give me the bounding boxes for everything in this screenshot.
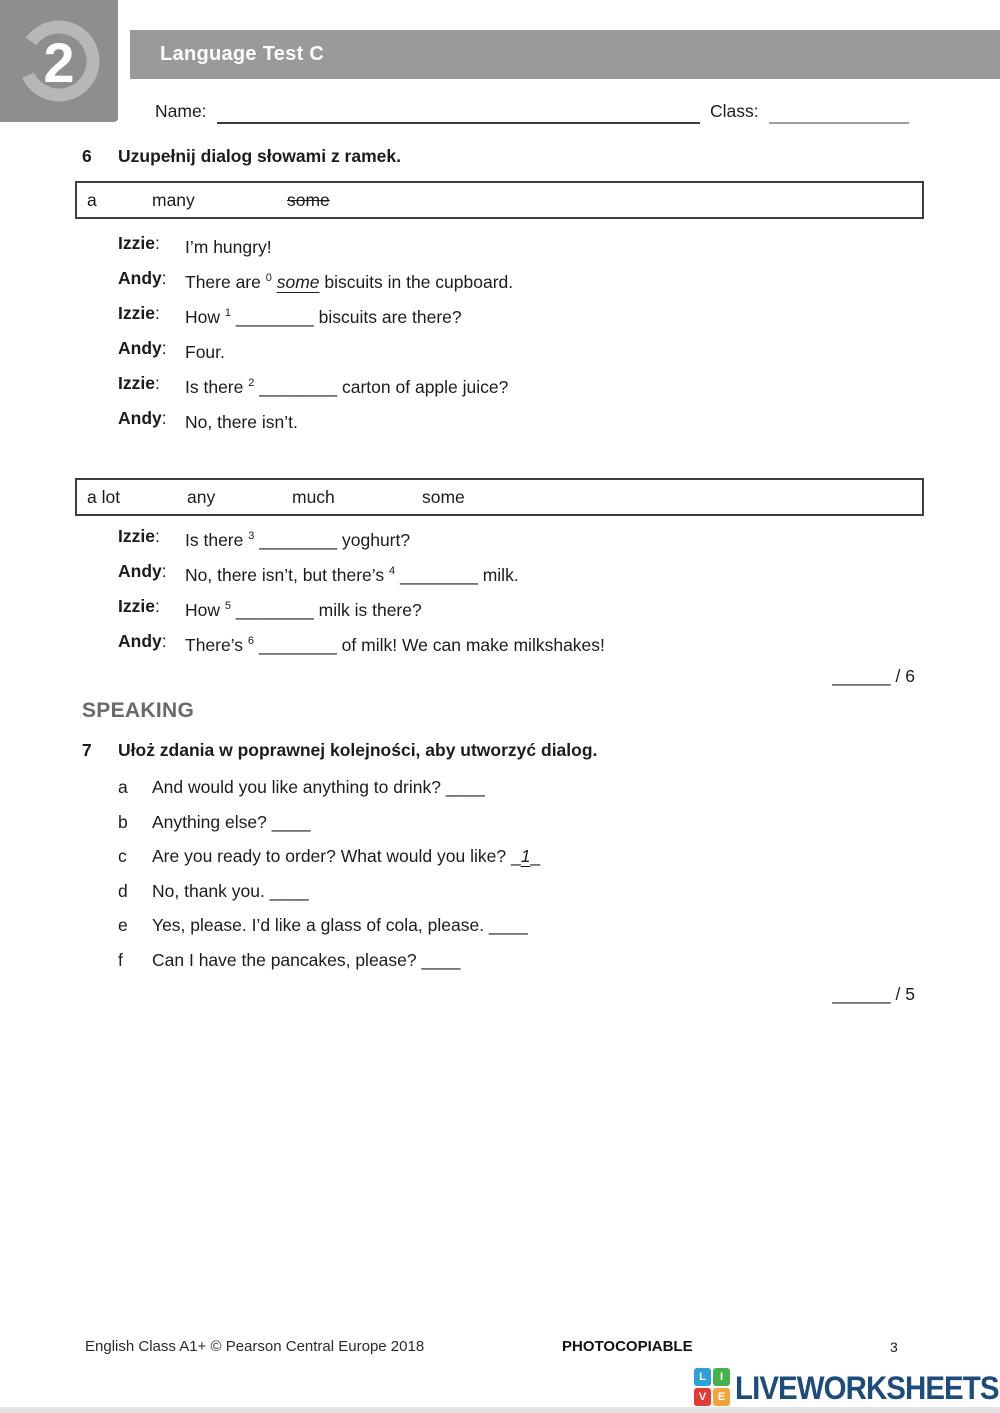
score-total: / 6 xyxy=(895,666,915,686)
order-item xyxy=(0,943,1000,978)
exercise7-items xyxy=(0,770,1000,977)
order-item xyxy=(0,805,1000,840)
liveworksheets-wordmark: LIVEWORKSHEETS xyxy=(735,1369,999,1406)
item-text: Yes, please. I’d like a glass of cola, please. xyxy=(152,915,485,935)
gap-number: 3 xyxy=(248,530,255,542)
dialog-line xyxy=(0,226,1000,261)
word-option: a lot xyxy=(87,486,121,507)
line-text: How xyxy=(185,599,221,620)
order-blank[interactable]: _ xyxy=(530,846,541,866)
gap-number: 1 xyxy=(224,307,232,319)
answer-blank[interactable]: ________ xyxy=(399,564,478,585)
speaker-name: Andy xyxy=(118,408,162,428)
colon: : xyxy=(161,408,167,428)
line-text: Four. xyxy=(185,341,225,362)
dialog-line xyxy=(0,624,1000,659)
colon: : xyxy=(161,268,167,288)
name-field-line[interactable] xyxy=(217,122,700,124)
colon: : xyxy=(161,561,167,581)
word-option: many xyxy=(152,189,195,210)
gap-number: 0 xyxy=(265,272,272,284)
line-text: There are xyxy=(185,271,261,292)
name-label: Name: xyxy=(155,101,207,121)
dialog-1 xyxy=(0,226,1000,436)
word-option: any xyxy=(187,486,216,507)
dialog-line xyxy=(0,589,1000,624)
item-letter: b xyxy=(118,811,128,832)
exercise6-score xyxy=(832,666,915,687)
line-text: Is there xyxy=(185,376,244,397)
dialog-2 xyxy=(0,519,1000,659)
exercise7-number: 7 xyxy=(82,740,92,760)
logo-tile: E xyxy=(713,1388,730,1406)
gap-number: 5 xyxy=(224,600,232,612)
speaker-name: Andy xyxy=(118,338,162,358)
logo-tile: L xyxy=(694,1368,711,1386)
answer-blank[interactable]: ________ xyxy=(258,634,337,655)
speaker-name: Izzie xyxy=(118,373,155,393)
colon: : xyxy=(161,631,167,651)
speaker-name: Andy xyxy=(118,561,162,581)
item-text: Can I have the pancakes, please? xyxy=(152,949,417,970)
line-text-after: of milk! We can make milkshakes! xyxy=(341,634,605,655)
line-text: Is there xyxy=(185,529,244,550)
line-text: There’s xyxy=(185,634,244,655)
header-bar xyxy=(130,30,1000,79)
score-blank[interactable]: ______ xyxy=(832,666,891,686)
gap-number: 2 xyxy=(248,377,255,389)
footer-photocopiable: PHOTOCOPIABLE xyxy=(562,1338,693,1355)
section-heading-speaking: SPEAKING xyxy=(82,699,195,722)
item-text: Are you ready to order? What would you like? xyxy=(152,846,507,866)
colon: : xyxy=(154,373,160,393)
item-letter: a xyxy=(118,777,128,797)
example-answer: 1 xyxy=(520,846,531,866)
answer-blank[interactable]: ________ xyxy=(259,529,338,550)
exercise7-score xyxy=(832,984,915,1005)
dialog-line xyxy=(0,296,1000,331)
item-text: No, thank you. xyxy=(152,880,265,901)
dialog-line xyxy=(0,519,1000,554)
speaker-name: Andy xyxy=(118,631,162,651)
footer-copyright: English Class A1+ © Pearson Central Europe 2018 xyxy=(85,1338,425,1355)
word-option: some xyxy=(422,486,465,507)
line-text-after: carton of apple juice? xyxy=(342,376,509,397)
line-text: I’m hungry! xyxy=(185,236,272,257)
line-text-after: milk is there? xyxy=(318,599,422,620)
dialog-line xyxy=(0,261,1000,296)
colon: : xyxy=(154,596,160,616)
liveworksheets-grid-icon xyxy=(694,1368,731,1408)
line-text-after: biscuits are there? xyxy=(318,306,462,327)
order-item xyxy=(0,908,1000,943)
speaker-name: Andy xyxy=(118,268,162,288)
item-text: Anything else? xyxy=(152,811,267,832)
answer-blank[interactable]: ________ xyxy=(259,376,338,397)
order-blank[interactable]: ____ xyxy=(421,949,461,970)
unit-badge xyxy=(0,0,118,122)
item-letter: c xyxy=(118,846,127,866)
item-letter: f xyxy=(118,949,123,970)
answer-blank[interactable]: ________ xyxy=(235,306,314,327)
exercise7-instruction: Ułoż zdania w poprawnej kolejności, aby utworzyć dialog. xyxy=(118,740,598,760)
order-blank[interactable]: ____ xyxy=(445,777,485,797)
class-field-line[interactable] xyxy=(769,122,909,124)
word-option-used: some xyxy=(287,189,330,210)
colon: : xyxy=(154,233,160,253)
line-text: How xyxy=(185,306,221,327)
bottom-edge-strip xyxy=(0,1407,1000,1413)
speaker-name: Izzie xyxy=(118,596,155,616)
line-text-after: milk. xyxy=(482,564,519,585)
score-total: / 5 xyxy=(895,984,915,1004)
order-item xyxy=(0,874,1000,909)
score-blank[interactable]: ______ xyxy=(832,984,891,1004)
unit-number: 2 xyxy=(43,30,75,94)
dialog-line xyxy=(0,331,1000,366)
word-box-2 xyxy=(75,478,924,516)
exercise6-number: 6 xyxy=(82,146,92,166)
order-blank[interactable]: ____ xyxy=(271,811,311,832)
page-title: Language Test C xyxy=(160,43,325,65)
line-text-after: yoghurt? xyxy=(342,529,411,550)
item-letter: e xyxy=(118,915,128,935)
speaker-name: Izzie xyxy=(118,233,155,253)
dialog-line xyxy=(0,554,1000,589)
colon: : xyxy=(154,526,160,546)
exercise6-instruction: Uzupełnij dialog słowami z ramek. xyxy=(118,146,401,166)
item-text: And would you like anything to drink? xyxy=(152,777,441,797)
word-option: much xyxy=(292,486,335,507)
example-answer: some xyxy=(276,271,320,292)
word-option: a xyxy=(87,189,97,210)
dialog-line xyxy=(0,401,1000,436)
dialog-line xyxy=(0,366,1000,401)
gap-number: 6 xyxy=(247,635,255,647)
order-blank[interactable]: ____ xyxy=(488,915,528,935)
speaker-name: Izzie xyxy=(118,303,155,323)
line-text-after: biscuits in the cupboard. xyxy=(324,271,514,292)
order-item xyxy=(0,770,1000,805)
order-blank[interactable]: ____ xyxy=(269,880,309,901)
line-text: No, there isn’t. xyxy=(185,411,298,432)
colon: : xyxy=(154,303,160,323)
gap-number: 4 xyxy=(388,565,396,577)
page-number: 3 xyxy=(890,1339,898,1355)
word-box-1 xyxy=(75,181,924,219)
liveworksheets-logo[interactable] xyxy=(694,1368,1000,1408)
colon: : xyxy=(161,338,167,358)
order-item xyxy=(0,839,1000,874)
line-text: No, there isn’t, but there’s xyxy=(185,564,385,585)
speaker-name: Izzie xyxy=(118,526,155,546)
class-label: Class: xyxy=(710,101,759,121)
answer-blank[interactable]: ________ xyxy=(235,599,314,620)
logo-tile: I xyxy=(713,1368,730,1386)
order-blank[interactable]: _ xyxy=(510,846,521,866)
logo-tile: V xyxy=(694,1388,711,1406)
item-letter: d xyxy=(118,880,128,901)
